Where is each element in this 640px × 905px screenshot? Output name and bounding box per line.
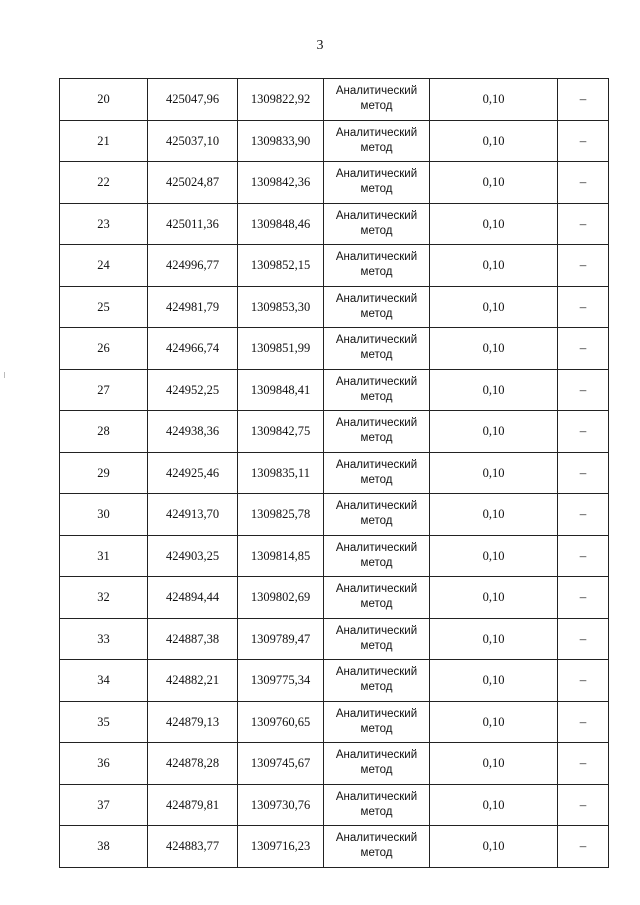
y-coordinate-cell: 1309842,36 [238,162,324,204]
x-coordinate-cell: 424966,74 [148,328,238,370]
method-label-continued: метод [360,681,393,694]
x-coordinate-cell: 425011,36 [148,203,238,245]
note-cell: – [558,79,609,121]
x-coordinate-cell: 424981,79 [148,286,238,328]
note-cell: – [558,203,609,245]
table-row [60,120,609,162]
note-cell: – [558,701,609,743]
point-number-cell: 21 [60,120,148,162]
x-coordinate-cell: 424996,77 [148,245,238,287]
coordinates-table-body [60,79,609,868]
method-label: Аналитический [335,334,418,347]
table-row [60,535,609,577]
accuracy-cell: 0,10 [430,286,558,328]
method-cell [324,369,430,411]
method-label: Аналитический [335,209,418,222]
method-cell [324,743,430,785]
x-coordinate-cell: 424952,25 [148,369,238,411]
method-label: Аналитический [335,458,418,471]
method-label-continued: метод [360,764,393,777]
method-label-continued: метод [360,183,393,196]
point-number-cell: 24 [60,245,148,287]
y-coordinate-cell: 1309745,67 [238,743,324,785]
method-label-continued: метод [360,805,393,818]
table-row [60,411,609,453]
table-row [60,494,609,536]
y-coordinate-cell: 1309851,99 [238,328,324,370]
table-row [60,701,609,743]
method-label: Аналитический [335,541,418,554]
x-coordinate-cell: 425024,87 [148,162,238,204]
coordinates-table [59,78,609,868]
point-number-cell: 38 [60,826,148,868]
method-label-continued: метод [360,598,393,611]
point-number-cell: 37 [60,784,148,826]
method-cell [324,577,430,619]
page-number: 3 [316,38,324,53]
note-cell: – [558,826,609,868]
note-cell: – [558,286,609,328]
note-cell: – [558,660,609,702]
table-row [60,162,609,204]
point-number-cell: 31 [60,535,148,577]
y-coordinate-cell: 1309842,75 [238,411,324,453]
table-row [60,618,609,660]
table-row [60,784,609,826]
y-coordinate-cell: 1309716,23 [238,826,324,868]
method-label: Аналитический [335,666,418,679]
y-coordinate-cell: 1309760,65 [238,701,324,743]
table-row [60,79,609,121]
table-row [60,286,609,328]
note-cell: – [558,162,609,204]
method-label-continued: метод [360,556,393,569]
method-label: Аналитический [335,500,418,513]
x-coordinate-cell: 424883,77 [148,826,238,868]
method-cell [324,784,430,826]
point-number-cell: 20 [60,79,148,121]
x-coordinate-cell: 425047,96 [148,79,238,121]
point-number-cell: 28 [60,411,148,453]
note-cell: – [558,369,609,411]
method-cell [324,245,430,287]
method-cell [324,79,430,121]
point-number-cell: 29 [60,452,148,494]
accuracy-cell: 0,10 [430,618,558,660]
method-label: Аналитический [335,790,418,803]
accuracy-cell: 0,10 [430,743,558,785]
method-label-continued: метод [360,224,393,237]
method-label: Аналитический [335,832,418,845]
accuracy-cell: 0,10 [430,328,558,370]
x-coordinate-cell: 424882,21 [148,660,238,702]
note-cell: – [558,328,609,370]
method-label: Аналитический [335,749,418,762]
method-label-continued: метод [360,390,393,403]
point-number-cell: 30 [60,494,148,536]
table-row [60,743,609,785]
method-label-continued: метод [360,141,393,154]
y-coordinate-cell: 1309814,85 [238,535,324,577]
method-label: Аналитический [335,168,418,181]
point-number-cell: 27 [60,369,148,411]
x-coordinate-cell: 424879,13 [148,701,238,743]
method-label: Аналитический [335,85,418,98]
y-coordinate-cell: 1309822,92 [238,79,324,121]
table-row [60,369,609,411]
note-cell: – [558,618,609,660]
method-cell [324,203,430,245]
x-coordinate-cell: 424938,36 [148,411,238,453]
accuracy-cell: 0,10 [430,411,558,453]
note-cell: – [558,411,609,453]
method-label-continued: метод [360,847,393,860]
table-row [60,203,609,245]
y-coordinate-cell: 1309853,30 [238,286,324,328]
accuracy-cell: 0,10 [430,701,558,743]
method-cell [324,411,430,453]
table-row [60,660,609,702]
table-row [60,452,609,494]
point-number-cell: 23 [60,203,148,245]
method-cell [324,452,430,494]
table-row [60,245,609,287]
note-cell: – [558,577,609,619]
point-number-cell: 35 [60,701,148,743]
accuracy-cell: 0,10 [430,784,558,826]
x-coordinate-cell: 424913,70 [148,494,238,536]
method-label: Аналитический [335,583,418,596]
table-row [60,826,609,868]
y-coordinate-cell: 1309825,78 [238,494,324,536]
accuracy-cell: 0,10 [430,120,558,162]
method-cell [324,328,430,370]
x-coordinate-cell: 424887,38 [148,618,238,660]
method-label: Аналитический [335,375,418,388]
note-cell: – [558,494,609,536]
method-label-continued: метод [360,307,393,320]
method-cell [324,286,430,328]
method-label: Аналитический [335,417,418,430]
y-coordinate-cell: 1309848,41 [238,369,324,411]
accuracy-cell: 0,10 [430,245,558,287]
accuracy-cell: 0,10 [430,535,558,577]
note-cell: – [558,743,609,785]
x-coordinate-cell: 424925,46 [148,452,238,494]
method-cell [324,826,430,868]
accuracy-cell: 0,10 [430,79,558,121]
y-coordinate-cell: 1309835,11 [238,452,324,494]
method-label-continued: метод [360,473,393,486]
table-row [60,577,609,619]
accuracy-cell: 0,10 [430,577,558,619]
method-label: Аналитический [335,292,418,305]
accuracy-cell: 0,10 [430,369,558,411]
method-cell [324,494,430,536]
y-coordinate-cell: 1309775,34 [238,660,324,702]
x-coordinate-cell: 424879,81 [148,784,238,826]
method-label: Аналитический [335,126,418,139]
accuracy-cell: 0,10 [430,826,558,868]
table-row [60,328,609,370]
method-label-continued: метод [360,266,393,279]
method-label-continued: метод [360,349,393,362]
point-number-cell: 36 [60,743,148,785]
y-coordinate-cell: 1309852,15 [238,245,324,287]
accuracy-cell: 0,10 [430,162,558,204]
method-label: Аналитический [335,251,418,264]
x-coordinate-cell: 424903,25 [148,535,238,577]
note-cell: – [558,452,609,494]
note-cell: – [558,120,609,162]
accuracy-cell: 0,10 [430,660,558,702]
method-label: Аналитический [335,624,418,637]
point-number-cell: 26 [60,328,148,370]
accuracy-cell: 0,10 [430,452,558,494]
method-label-continued: метод [360,100,393,113]
method-cell [324,618,430,660]
y-coordinate-cell: 1309848,46 [238,203,324,245]
point-number-cell: 25 [60,286,148,328]
note-cell: – [558,245,609,287]
y-coordinate-cell: 1309730,76 [238,784,324,826]
x-coordinate-cell: 425037,10 [148,120,238,162]
y-coordinate-cell: 1309802,69 [238,577,324,619]
method-label-continued: метод [360,432,393,445]
y-coordinate-cell: 1309789,47 [238,618,324,660]
x-coordinate-cell: 424894,44 [148,577,238,619]
note-cell: – [558,535,609,577]
point-number-cell: 34 [60,660,148,702]
method-label-continued: метод [360,515,393,528]
accuracy-cell: 0,10 [430,203,558,245]
method-label: Аналитический [335,707,418,720]
y-coordinate-cell: 1309833,90 [238,120,324,162]
point-number-cell: 32 [60,577,148,619]
method-cell [324,120,430,162]
method-label-continued: метод [360,639,393,652]
accuracy-cell: 0,10 [430,494,558,536]
note-cell: – [558,784,609,826]
margin-mark [4,372,5,378]
method-cell [324,162,430,204]
method-cell [324,535,430,577]
method-cell [324,701,430,743]
method-label-continued: метод [360,722,393,735]
point-number-cell: 33 [60,618,148,660]
point-number-cell: 22 [60,162,148,204]
method-cell [324,660,430,702]
x-coordinate-cell: 424878,28 [148,743,238,785]
